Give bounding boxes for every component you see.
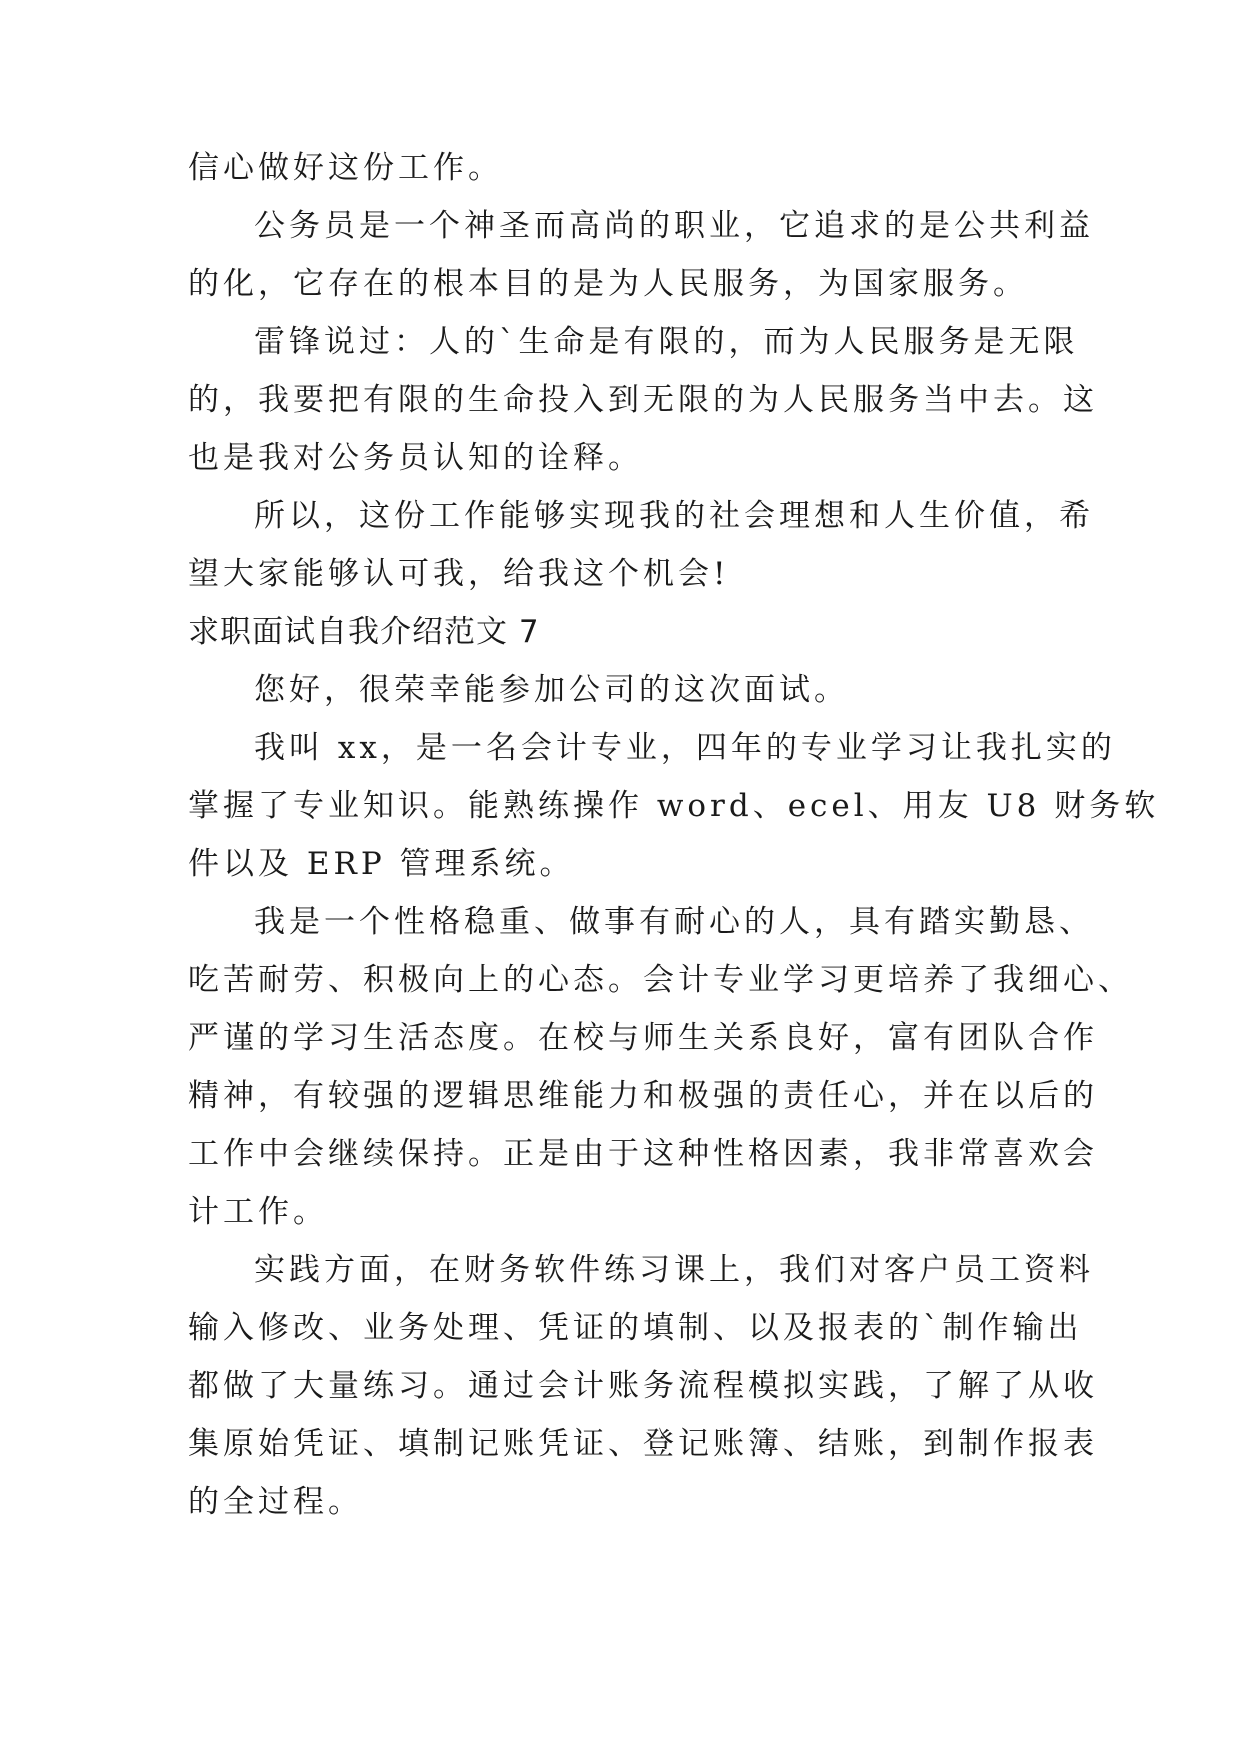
paragraph-line: 精神，有较强的逻辑思维能力和极强的责任心，并在以后的 (188, 1078, 1098, 1114)
paragraph-line: 的化，它存在的根本目的是为人民服务，为国家服务。 (188, 266, 1028, 302)
paragraph-line: 所以，这份工作能够实现我的社会理想和人生价值，希 (254, 498, 1094, 534)
section-heading: 求职面试自我介绍范文 7 (188, 614, 540, 650)
paragraph-line: 实践方面，在财务软件练习课上，我们对客户员工资料 (254, 1252, 1094, 1288)
paragraph-line: 望大家能够认可我，给我这个机会! (188, 556, 730, 592)
paragraph-line: 输入修改、业务处理、凭证的填制、以及报表的`制作输出 (188, 1310, 1083, 1346)
paragraph-line: 我叫 xx，是一名会计专业，四年的专业学习让我扎实的 (254, 730, 1116, 766)
paragraph-line: 公务员是一个神圣而高尚的职业，它追求的是公共利益 (254, 208, 1094, 244)
paragraph-line: 的，我要把有限的生命投入到无限的为人民服务当中去。这 (188, 382, 1098, 418)
paragraph-line: 件以及 ERP 管理系统。 (188, 846, 575, 882)
paragraph-line: 也是我对公务员认知的诠释。 (188, 440, 643, 476)
paragraph-line: 雷锋说过：人的`生命是有限的，而为人民服务是无限 (254, 324, 1079, 360)
paragraph-line: 计工作。 (188, 1194, 328, 1230)
paragraph-line: 工作中会继续保持。正是由于这种性格因素，我非常喜欢会 (188, 1136, 1098, 1172)
paragraph-line: 集原始凭证、填制记账凭证、登记账簿、结账，到制作报表 (188, 1426, 1098, 1462)
paragraph-line: 信心做好这份工作。 (188, 150, 503, 186)
paragraph-line: 都做了大量练习。通过会计账务流程模拟实践，了解了从收 (188, 1368, 1098, 1404)
paragraph-line: 吃苦耐劳、积极向上的心态。会计专业学习更培养了我细心、 (188, 962, 1133, 998)
paragraph-line: 严谨的学习生活态度。在校与师生关系良好，富有团队合作 (188, 1020, 1098, 1056)
paragraph-line: 我是一个性格稳重、做事有耐心的人，具有踏实勤恳、 (254, 904, 1094, 940)
paragraph-line: 您好，很荣幸能参加公司的这次面试。 (254, 672, 849, 708)
paragraph-line: 掌握了专业知识。能熟练操作 word、ecel、用友 U8 财务软 (188, 788, 1160, 824)
paragraph-line: 的全过程。 (188, 1484, 363, 1520)
